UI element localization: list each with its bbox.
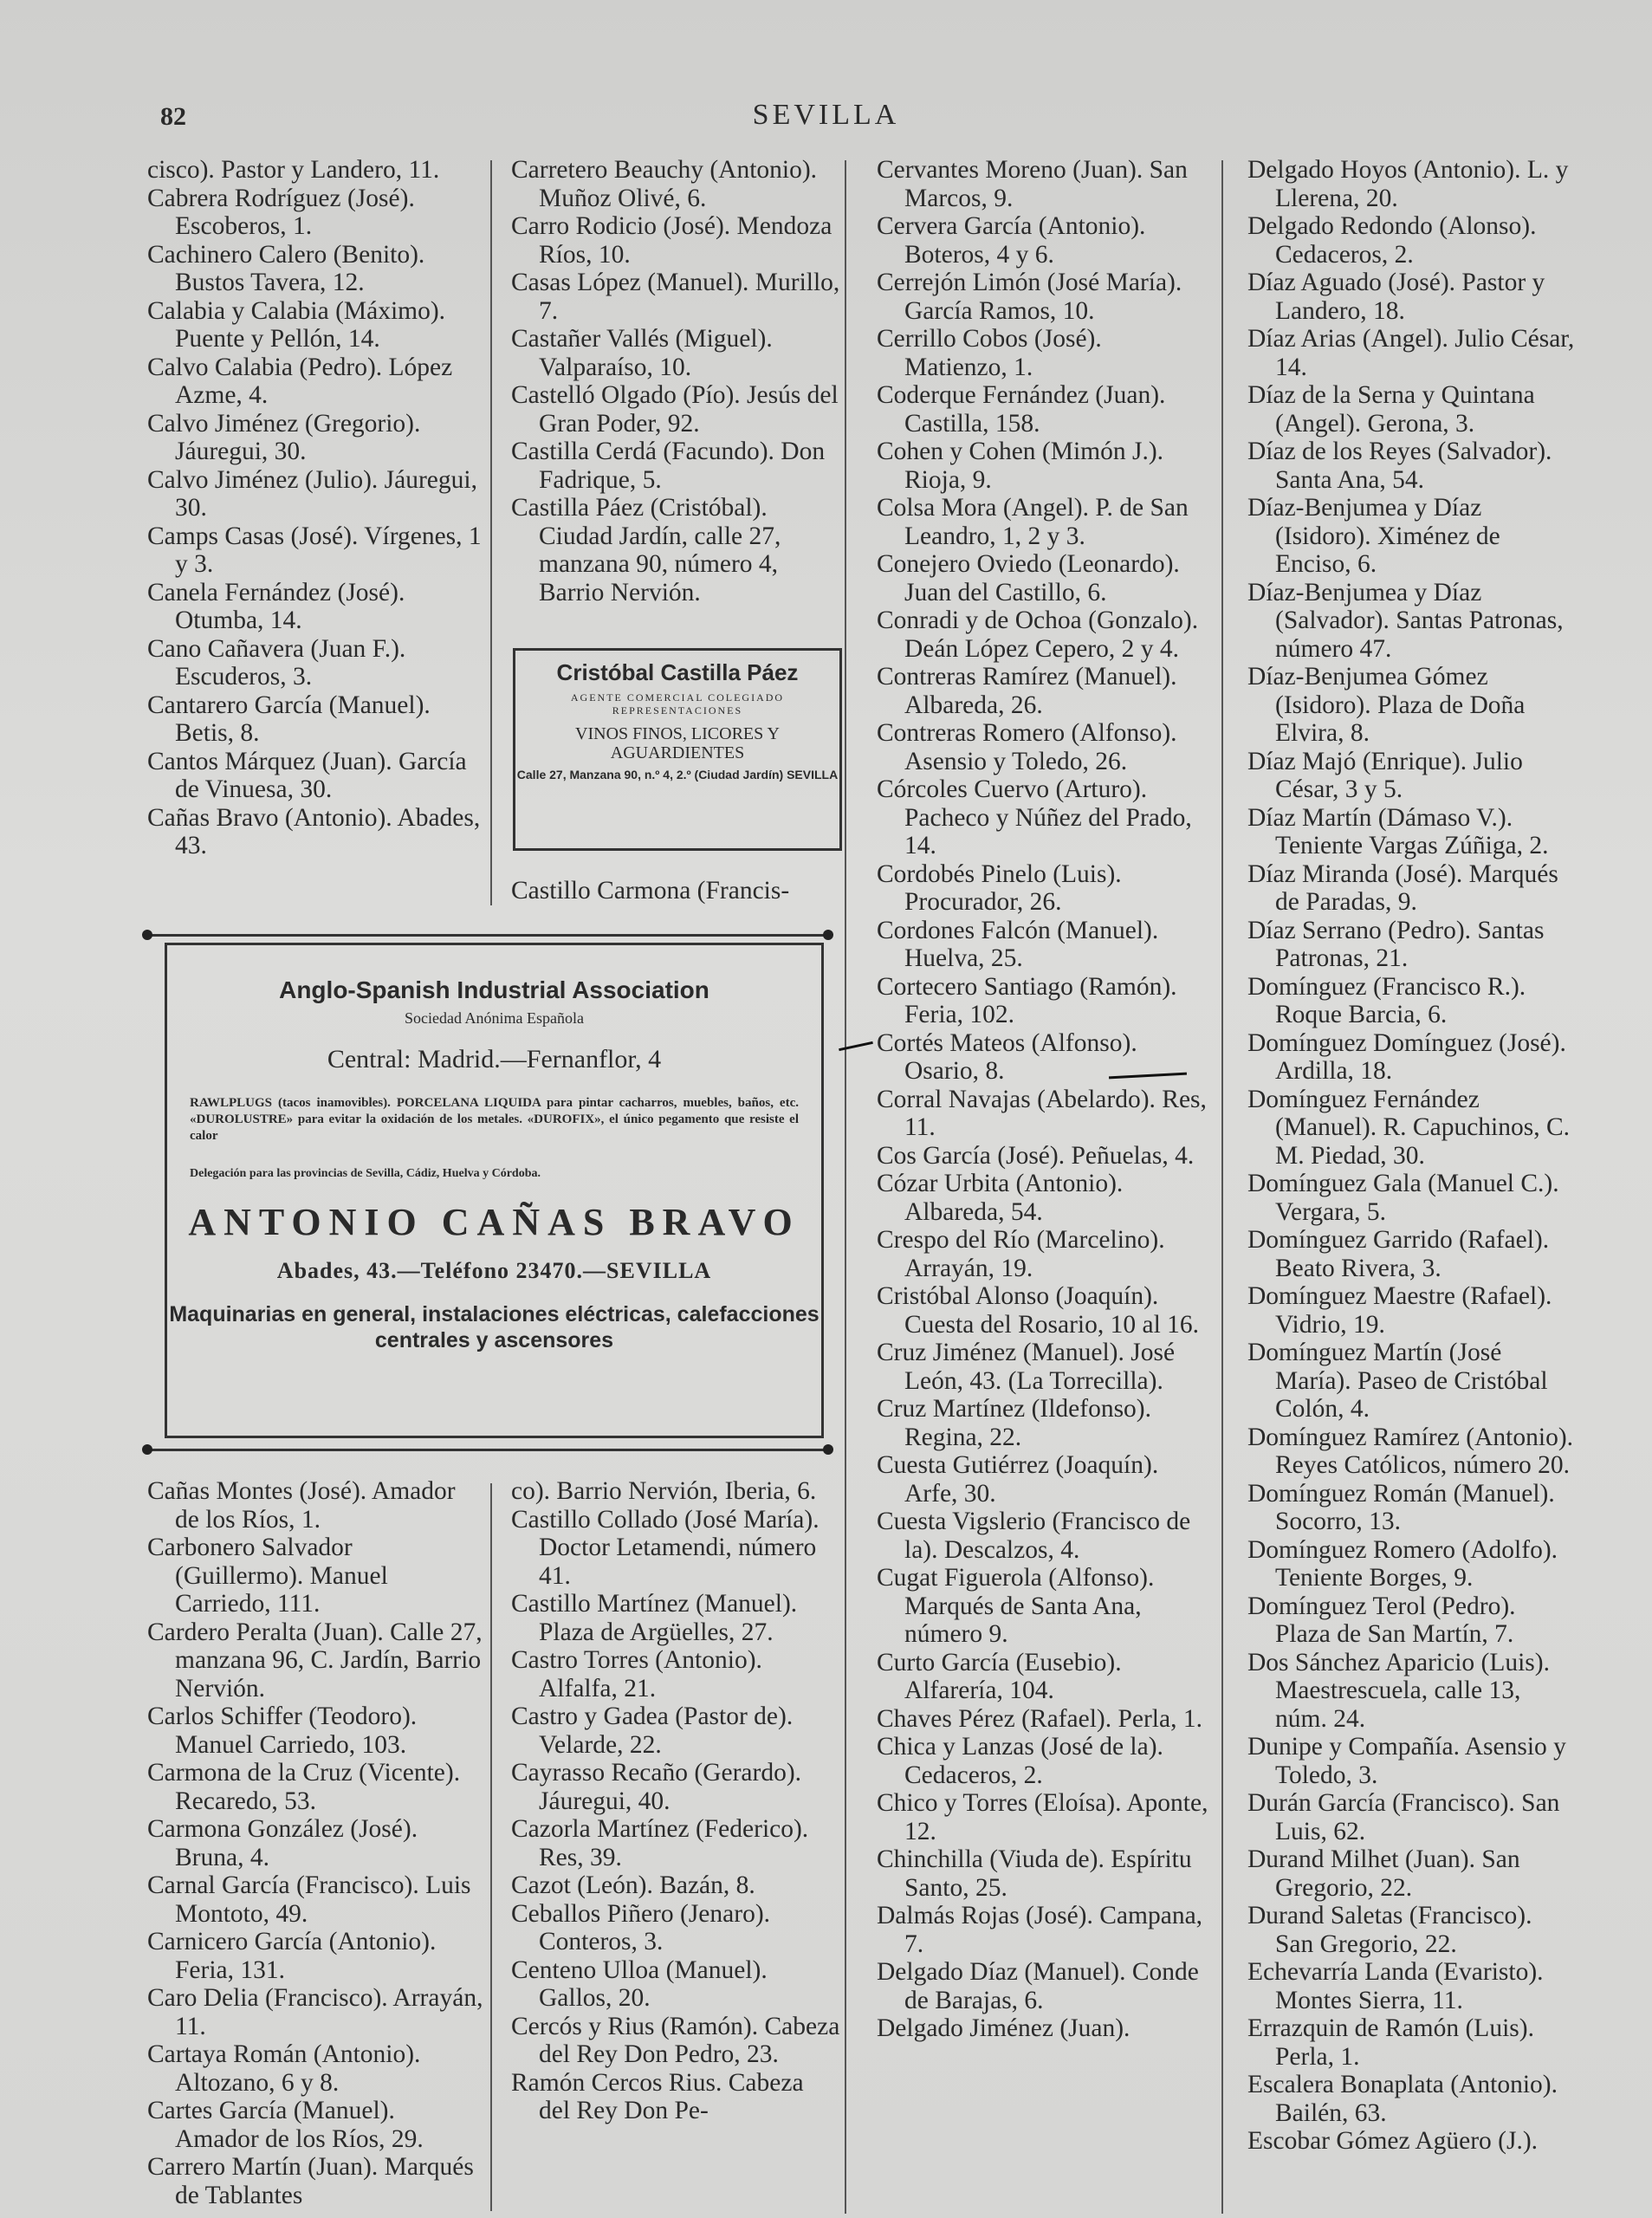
directory-entry: Dalmás Rojas (José). Campana, 7. [877, 1902, 1203, 1958]
directory-entry: Carnal García (Francisco). Luis Montoto, 49. [147, 1871, 471, 1928]
page-number: 82 [160, 102, 186, 131]
directory-entry: Castillo Collado (José María). Doctor Letamendi, número 41. [511, 1505, 820, 1590]
directory-entry: Dos Sánchez Aparicio (Luis). Maestrescuela, calle 13, núm. 24. [1247, 1648, 1550, 1733]
directory-entry: Cañas Bravo (Antonio). Abades, 43. [147, 803, 481, 859]
directory-entry: Cózar Urbita (Antonio). Albareda, 54. [877, 1170, 1124, 1226]
column-4 [1247, 156, 1577, 2156]
ornament-dot [823, 1444, 833, 1455]
ad-top-rule [146, 934, 830, 937]
directory-entry: Cerrejón Limón (José María). García Ramos, 10. [877, 269, 1182, 325]
directory-entry: Durand Milhet (Juan). San Gregorio, 22. [1247, 1845, 1520, 1902]
directory-entry: Domínguez Ramírez (Antonio). Reyes Católicos, número 20. [1247, 1423, 1574, 1479]
directory-entry: Conradi y de Ochoa (Gonzalo). Deán López Cepero, 2 y 4. [877, 606, 1199, 663]
ad-address: Abades, 43.—Teléfono 23470.—SEVILLA [276, 1258, 712, 1283]
directory-entry: Calvo Calabia (Pedro). López Azme, 4. [147, 353, 453, 409]
directory-entry: Díaz-Benjumea Gómez (Isidoro). Plaza de Doña Elvira, 8. [1247, 663, 1526, 747]
directory-entry: Cos García (José). Peñuelas, 4. [877, 1141, 1195, 1170]
directory-entry: Castilla Páez (Cristóbal). Ciudad Jardín, calle 27, manzana 90, número 4, Barrio Nervión. [511, 494, 781, 606]
directory-entry: Carrero Martín (Juan). Marqués de Tablantes [147, 2153, 474, 2209]
directory-entry: Delgado Redondo (Alonso). Cedaceros, 2. [1247, 212, 1537, 269]
directory-entry: Chinchilla (Viuda de). Espíritu Santo, 25. [877, 1845, 1192, 1902]
ad-subtitle: Sociedad Anónima Española [405, 1009, 584, 1027]
column-2-bottom [511, 1477, 840, 2125]
directory-entry: Díaz Majó (Enrique). Julio César, 3 y 5. [1247, 747, 1523, 803]
directory-entry: Domínguez (Francisco R.). Roque Barcia, 6. [1247, 972, 1526, 1028]
directory-entry: Carmona González (José). Bruna, 4. [147, 1815, 418, 1871]
directory-entry: Escobar Gómez Agüero (J.). [1247, 2127, 1539, 2155]
directory-entry: Domínguez Martín (José María). Paseo de Cristóbal Colón, 4. [1247, 1339, 1548, 1423]
directory-entry: Ramón Cercos Rius. Cabeza del Rey Don Pe- [511, 2068, 804, 2124]
directory-entry: Cantarero García (Manuel). Betis, 8. [147, 691, 431, 747]
directory-entry: Carro Rodicio (José). Mendoza Ríos, 10. [511, 212, 832, 269]
directory-entry: Conejero Oviedo (Leonardo). Juan del Castillo, 6. [877, 550, 1180, 606]
directory-entry: Ceballos Piñero (Jenaro). Conteros, 3. [511, 1899, 771, 1955]
column-1-bottom [147, 1477, 483, 2209]
directory-entry: Díaz de los Reyes (Salvador). Santa Ana, 54. [1247, 438, 1552, 494]
directory-entry: Colsa Mora (Angel). P. de San Leandro, 1, 2 y 3. [877, 494, 1189, 550]
directory-entry: Dunipe y Compañía. Asensio y Toledo, 3. [1247, 1733, 1566, 1789]
column-3 [877, 156, 1210, 2043]
directory-entry: Díaz de la Serna y Quintana (Angel). Gerona, 3. [1247, 381, 1535, 438]
directory-entry: Durán García (Francisco). San Luis, 62. [1247, 1789, 1560, 1845]
ad-agent-name: ANTONIO CAÑAS BRAVO [188, 1201, 800, 1243]
directory-entry: Díaz-Benjumea y Díaz (Salvador). Santas Patronas, número 47. [1247, 578, 1564, 663]
ad-line: AGENTE COMERCIAL COLEGIADO [570, 691, 785, 704]
column-divider [845, 160, 846, 2214]
ad-central-office: Central: Madrid.—Fernanflor, 4 [327, 1045, 662, 1073]
directory-entry: Calvo Jiménez (Julio). Jáuregui, 30. [147, 465, 477, 522]
directory-entry: Cazorla Martínez (Federico). Res, 39. [511, 1815, 809, 1871]
column-divider [490, 1483, 492, 2211]
directory-entry: Domínguez Maestre (Rafael). Vidrio, 19. [1247, 1282, 1552, 1339]
directory-entry: Díaz Arias (Angel). Julio César, 14. [1247, 325, 1575, 381]
directory-entry: Delgado Díaz (Manuel). Conde de Barajas, 6. [877, 1958, 1199, 2014]
directory-entry: Contreras Romero (Alfonso). Asensio y Toledo, 26. [877, 719, 1177, 775]
directory-entry: Díaz-Benjumea y Díaz (Isidoro). Ximénez de Enciso, 6. [1247, 494, 1500, 578]
directory-entry: Carmona de la Cruz (Vicente). Recaredo, 53. [147, 1759, 461, 1815]
directory-entry: cisco). Pastor y Landero, 11. [147, 156, 440, 184]
directory-entry: Crespo del Río (Marcelino). Arrayán, 19. [877, 1226, 1165, 1282]
directory-entry: Díaz Aguado (José). Pastor y Landero, 18. [1247, 269, 1545, 325]
directory-entry: Cruz Martínez (Ildefonso). Regina, 22. [877, 1395, 1152, 1451]
directory-entry: Cordobés Pinelo (Luis). Procurador, 26. [877, 859, 1122, 916]
column-2-continuation [511, 877, 840, 905]
directory-entry: Cordones Falcón (Manuel). Huelva, 25. [877, 916, 1159, 972]
ornament-dot [142, 1444, 152, 1455]
directory-entry: Díaz Miranda (José). Marqués de Paradas, 9. [1247, 859, 1558, 916]
directory-entry: Cristóbal Alonso (Joaquín). Cuesta del Rosario, 10 al 16. [877, 1282, 1200, 1339]
directory-entry: Caro Delia (Francisco). Arrayán, 11. [147, 1984, 483, 2040]
ad-delegation: Delegación para las provincias de Sevilla, Cádiz, Huelva y Córdoba. [190, 1167, 541, 1180]
directory-entry: Camps Casas (José). Vírgenes, 1 y 3. [147, 522, 482, 578]
directory-entry: Castro y Gadea (Pastor de). Velarde, 22. [511, 1702, 794, 1759]
directory-entry: Cortés Mateos (Alfonso). Osario, 8. [877, 1028, 1137, 1085]
ad-services: Maquinarias en general, instalaciones eléctricas, calefacciones centrales y ascensores [169, 1302, 820, 1352]
directory-entry: Cardero Peralta (Juan). Calle 27, manzana 96, C. Jardín, Barrio Nervión. [147, 1618, 483, 1702]
directory-entry: Díaz Serrano (Pedro). Santas Patronas, 21. [1247, 916, 1545, 972]
directory-entry: Cazot (León). Bazán, 8. [511, 1871, 755, 1899]
directory-entry: Escalera Bonaplata (Antonio). Bailén, 63. [1247, 2071, 1558, 2127]
directory-entry: Domínguez Román (Manuel). Socorro, 13. [1247, 1479, 1555, 1535]
ad-line: REPRESENTACIONES [612, 704, 743, 717]
directory-entry: Cano Cañavera (Juan F.). Escuderos, 3. [147, 634, 406, 691]
directory-entry: Chaves Pérez (Rafael). Perla, 1. [877, 1704, 1202, 1733]
directory-entry: Delgado Jiménez (Juan). [877, 2014, 1130, 2042]
directory-entry: Chica y Lanzas (José de la). Cedaceros, 2. [877, 1733, 1163, 1789]
directory-entry: Cerrillo Cobos (José). Matienzo, 1. [877, 325, 1102, 381]
directory-entry: Cañas Montes (José). Amador de los Ríos, 1. [147, 1477, 456, 1534]
directory-entry: Castelló Olgado (Pío). Jesús del Gran Poder, 92. [511, 381, 839, 438]
directory-entry: Cervera García (Antonio). Boteros, 4 y 6. [877, 212, 1146, 269]
directory-entry: Coderque Fernández (Juan). Castilla, 158. [877, 381, 1166, 438]
directory-entry: Castillo Carmona (Francis- [511, 877, 790, 905]
directory-entry: Curto García (Eusebio). Alfarería, 104. [877, 1648, 1122, 1704]
directory-entry: Calabia y Calabia (Máximo). Puente y Pellón, 14. [147, 296, 446, 353]
directory-entry: Delgado Hoyos (Antonio). L. y Llerena, 20. [1247, 156, 1569, 212]
directory-entry: Cuesta Gutiérrez (Joaquín). Arfe, 30. [877, 1451, 1159, 1508]
ornament-dot [823, 930, 833, 940]
column-1-top [147, 156, 483, 860]
ornament-dot [142, 930, 152, 940]
column-2-top [511, 156, 840, 606]
directory-entry: Cartes García (Manuel). Amador de los Ríos, 29. [147, 2097, 424, 2153]
column-divider [1221, 160, 1223, 2214]
directory-entry: Corral Navajas (Abelardo). Res, 11. [877, 1085, 1207, 1141]
page-header-title: SEVILLA [752, 99, 900, 131]
directory-entry: Cartaya Román (Antonio). Altozano, 6 y 8. [147, 2040, 421, 2097]
directory-entry: Córcoles Cuervo (Arturo). Pacheco y Núñez del Prado, 14. [877, 775, 1192, 859]
ad-products: RAWLPLUGS (tacos inamovibles). PORCELANA LIQUIDA para pintar cacharros, muebles, baños, etc. «DUROLUSTRE» para evitar la oxidación de los metales. «DUROFIX», el único pegamento que resiste el calor [190, 1096, 799, 1143]
directory-entry: Castro Torres (Antonio). Alfalfa, 21. [511, 1646, 762, 1702]
directory-entry: Cayrasso Recaño (Gerardo). Jáuregui, 40. [511, 1759, 802, 1815]
ad-name: Cristóbal Castilla Páez [556, 659, 799, 685]
directory-entry: Carbonero Salvador (Guillermo). Manuel Carriedo, 111. [147, 1534, 388, 1618]
directory-entry: Castañer Vallés (Miguel). Valparaíso, 10. [511, 325, 773, 381]
directory-entry: Domínguez Romero (Adolfo). Teniente Borges, 9. [1247, 1535, 1558, 1592]
directory-entry: Errazquin de Ramón (Luis). Perla, 1. [1247, 2014, 1534, 2071]
advertisement-anglo-spanish [165, 943, 824, 1438]
directory-entry: Durand Saletas (Francisco). San Gregorio, 22. [1247, 1902, 1532, 1958]
directory-entry: Cachinero Calero (Benito). Bustos Tavera, 12. [147, 240, 425, 296]
directory-entry: co). Barrio Nervión, Iberia, 6. [511, 1477, 817, 1505]
directory-entry: Cugat Figuerola (Alfonso). Marqués de Santa Ana, número 9. [877, 1564, 1155, 1648]
directory-entry: Canela Fernández (José). Otumba, 14. [147, 578, 405, 634]
directory-entry: Cohen y Cohen (Mimón J.). Rioja, 9. [877, 438, 1164, 494]
directory-entry: Domínguez Fernández (Manuel). R. Capuchinos, C. M. Piedad, 30. [1247, 1085, 1571, 1170]
directory-entry: Domínguez Garrido (Rafael). Beato Rivera, 3. [1247, 1226, 1550, 1282]
directory-entry: Calvo Jiménez (Gregorio). Jáuregui, 30. [147, 409, 421, 465]
directory-entry: Domínguez Gala (Manuel C.). Vergara, 5. [1247, 1170, 1559, 1226]
directory-entry: Cercós y Rius (Ramón). Cabeza del Rey Don Pedro, 23. [511, 2012, 840, 2068]
directory-entry: Carlos Schiffer (Teodoro). Manuel Carriedo, 103. [147, 1702, 418, 1759]
ad-company: Anglo-Spanish Industrial Association [279, 976, 709, 1003]
directory-entry: Castillo Martínez (Manuel). Plaza de Argüelles, 27. [511, 1590, 798, 1646]
directory-entry: Contreras Ramírez (Manuel). Albareda, 26. [877, 663, 1177, 719]
directory-entry: Cervantes Moreno (Juan). San Marcos, 9. [877, 156, 1188, 212]
directory-entry: Chico y Torres (Eloísa). Aponte, 12. [877, 1789, 1208, 1845]
directory-entry: Cantos Márquez (Juan). García de Vinuesa, 30. [147, 747, 467, 803]
directory-entry: Domínguez Domínguez (José). Ardilla, 18. [1247, 1028, 1566, 1085]
directory-entry: Domínguez Terol (Pedro). Plaza de San Martín, 7. [1247, 1592, 1516, 1648]
directory-entry: Díaz Martín (Dámaso V.). Teniente Vargas Zúñiga, 2. [1247, 803, 1549, 859]
directory-entry: Cruz Jiménez (Manuel). José León, 43. (La Torrecilla). [877, 1339, 1176, 1395]
column-divider [490, 160, 492, 905]
directory-entry: Cuesta Vigslerio (Francisco de la). Descalzos, 4. [877, 1508, 1191, 1564]
directory-entry: Cortecero Santiago (Ramón). Feria, 102. [877, 972, 1177, 1028]
directory-entry: Cabrera Rodríguez (José). Escoberos, 1. [147, 184, 415, 240]
directory-entry: Castilla Cerdá (Facundo). Don Fadrique, 5. [511, 438, 826, 494]
ad-products: VINOS FINOS, LICORES Y AGUARDIENTES [575, 724, 780, 762]
directory-entry: Centeno Ulloa (Manuel). Gallos, 20. [511, 1955, 768, 2012]
ad-address: Calle 27, Manzana 90, n.º 4, 2.º (Ciudad Jardín) SEVILLA [516, 768, 839, 781]
directory-entry: Casas López (Manuel). Murillo, 7. [511, 269, 840, 325]
ad-bottom-rule [146, 1449, 830, 1451]
directory-entry: Carnicero García (Antonio). Feria, 131. [147, 1928, 437, 1984]
directory-entry: Echevarría Landa (Evaristo). Montes Sierra, 11. [1247, 1958, 1544, 2014]
directory-entry: Carretero Beauchy (Antonio). Muñoz Olivé, 6. [511, 156, 818, 212]
advertisement-castilla-paez [513, 648, 842, 851]
